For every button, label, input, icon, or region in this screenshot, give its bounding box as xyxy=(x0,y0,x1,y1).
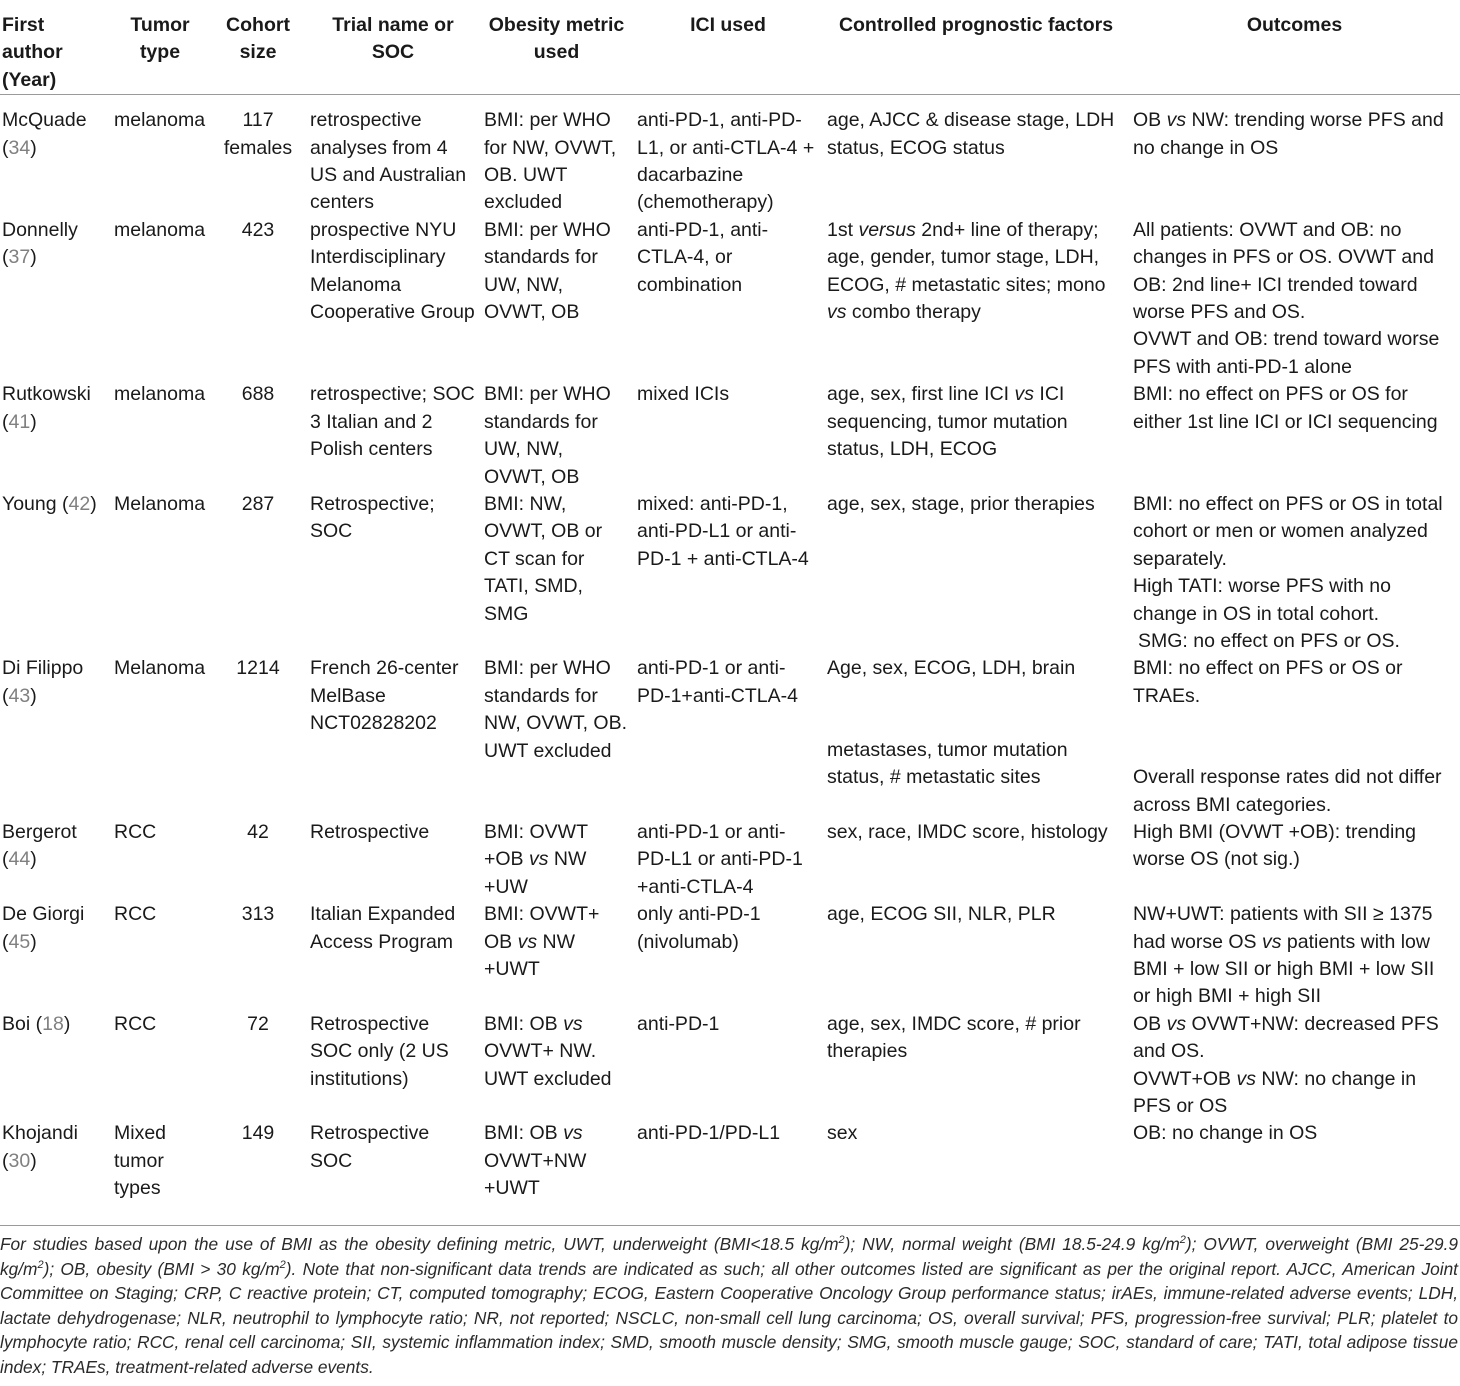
cell-trial: Retrospective xyxy=(310,820,430,843)
cell-factors: age, sex, stage, prior therapies xyxy=(827,492,1095,515)
cell-metric: BMI: NW, OVWT, OB or CT scan for TATI, SMD, SMG xyxy=(484,492,603,625)
table-row xyxy=(0,217,1460,381)
superscript: 2 xyxy=(1179,1234,1186,1247)
author-name: McQuade xyxy=(2,109,87,132)
cell-ici: anti-PD-1, anti-PD-L1, or anti-CTLA-4 + dacarbazine (chemotherapy) xyxy=(637,109,815,214)
header-trial: Trial name or SOC xyxy=(306,0,480,95)
metric-text: BMI: OB xyxy=(484,1012,564,1035)
reference-link[interactable]: 45 xyxy=(8,930,31,953)
reference-link[interactable]: 42 xyxy=(68,492,91,515)
cell-factors xyxy=(823,381,1129,491)
outcome-text: OB xyxy=(1133,1012,1167,1035)
cell-trial: Retrospective; SOC xyxy=(310,492,435,543)
cell-cohort: 72 xyxy=(247,1012,269,1035)
cell-cohort: 423 xyxy=(241,218,275,241)
cell-outcomes xyxy=(1129,217,1460,381)
reference-link[interactable]: 37 xyxy=(8,246,31,269)
cell-metric xyxy=(480,819,633,901)
table-footnote xyxy=(0,1232,1458,1379)
cell-factors: age, sex, IMDC score, # prior therapies xyxy=(827,1012,1081,1063)
reference-link[interactable]: 34 xyxy=(8,136,31,159)
header-tumor: Tumor type xyxy=(110,0,210,95)
cell-factors: sex xyxy=(827,1122,858,1145)
cell-tumor: melanoma xyxy=(114,218,206,241)
outcome-text: Overall response rates did not differ across BMI categories. xyxy=(1133,766,1442,816)
cell-author: McQuade (34) xyxy=(2,109,87,159)
outcome-em: vs xyxy=(1236,1067,1256,1090)
factor-text: 2nd+ line of therapy; age, gender, tumor stage, LDH, ECOG, # metastatic sites; mono xyxy=(827,218,1106,296)
cell-ici: anti-PD-1 or anti-PD-1+anti-CTLA-4 xyxy=(637,657,798,707)
cell-metric xyxy=(480,901,633,1011)
cell-cohort: 149 xyxy=(241,1122,275,1145)
outcome-em: vs xyxy=(1261,930,1282,953)
metric-text: BMI: OVWT +OB xyxy=(484,820,588,871)
cell-metric: BMI: per WHO standards for UW, NW, OVWT, OB xyxy=(484,383,611,488)
factor-text: metastases, tumor mutation status, # metastatic sites xyxy=(827,738,1068,789)
superscript: 2 xyxy=(279,1258,286,1271)
outcome-text: OB xyxy=(1133,109,1167,132)
metric-text: NW +UWT xyxy=(484,930,575,980)
header-ici: ICI used xyxy=(633,0,823,95)
cell-author: Bergerot (44) xyxy=(2,820,77,871)
cell-outcomes: BMI: no effect on PFS or OS for either 1st line ICI or ICI sequencing xyxy=(1133,383,1438,433)
table-row xyxy=(0,901,1460,1011)
header-outcomes: Outcomes xyxy=(1129,0,1460,95)
cell-trial: prospective NYU Interdisciplinary Melanoma Cooperative Group xyxy=(310,218,475,324)
reference-link[interactable]: 43 xyxy=(8,684,31,707)
header-metric: Obesity metric used xyxy=(480,0,633,95)
footnote-text: ); OVWT, overweight (BMI 25-29.9 kg/m xyxy=(0,1234,1458,1279)
cell-metric: BMI: per WHO for NW, OVWT, OB. UWT excluded xyxy=(484,109,617,214)
cell-tumor: Mixed tumor types xyxy=(114,1122,167,1200)
cell-cohort: 1214 xyxy=(236,657,280,680)
author-name: Di Filippo xyxy=(2,657,84,680)
outcome-text: NW+UWT: patients with SII ≥ 1375 had worse OS xyxy=(1133,903,1433,953)
reference-link[interactable]: 30 xyxy=(8,1149,31,1172)
metric-text: OVWT+NW +UWT xyxy=(484,1149,587,1200)
cell-ici: anti-PD-1 or anti-PD-L1 or anti-PD-1 +anti-CTLA-4 xyxy=(637,820,803,898)
metric-text: BMI: OB xyxy=(484,1122,564,1145)
superscript: 2 xyxy=(37,1258,44,1271)
outcome-text: NW: no change in PFS or OS xyxy=(1133,1067,1417,1118)
outcome-text: OVWT+OB xyxy=(1133,1067,1237,1090)
cell-cohort: 117 females xyxy=(223,109,293,159)
table-row xyxy=(0,491,1460,655)
factor-text: 1st xyxy=(827,218,859,241)
cell-outcomes xyxy=(1129,655,1460,819)
factor-text: Age, sex, ECOG, LDH, brain xyxy=(827,657,1076,680)
table-row xyxy=(0,381,1460,491)
cell-outcomes xyxy=(1129,1011,1460,1121)
metric-em: vs xyxy=(563,1122,583,1145)
cell-ici: mixed ICIs xyxy=(637,383,730,406)
factor-em: vs xyxy=(827,301,847,324)
table-row xyxy=(0,95,1460,217)
footnote-text: ); NW, normal weight (BMI 18.5-24.9 kg/m xyxy=(844,1234,1180,1254)
metric-em: vs xyxy=(517,930,538,953)
header-factors: Controlled prognostic factors xyxy=(823,0,1129,95)
cell-tumor: RCC xyxy=(114,820,157,843)
cell-ici: anti-PD-1, anti-CTLA-4, or combination xyxy=(637,218,769,296)
cell-factors: age, ECOG SII, NLR, PLR xyxy=(827,903,1056,926)
author-name: Young xyxy=(2,492,57,515)
cell-factors: age, AJCC & disease stage, LDH status, ECOG status xyxy=(827,109,1115,159)
cell-trial: retrospective; SOC 3 Italian and 2 Polish centers xyxy=(310,383,475,461)
metric-text: NW +UW xyxy=(484,848,587,898)
cell-factors: sex, race, IMDC score, histology xyxy=(827,820,1108,843)
spacer xyxy=(827,683,1125,737)
outcome-em: vs xyxy=(1166,109,1187,132)
cell-author: Di Filippo (43) xyxy=(2,657,84,707)
metric-em: vs xyxy=(563,1012,583,1035)
outcome-text: All patients: OVWT and OB: no changes in PFS or OS. OVWT and OB: 2nd line+ ICI trended toward worse PFS and OS. xyxy=(1133,218,1434,324)
table-row xyxy=(0,819,1460,901)
cell-ici: mixed: anti-PD-1, anti-PD-L1 or anti-PD-1 + anti-CTLA-4 xyxy=(637,492,809,570)
cell-outcomes: OB: no change in OS xyxy=(1133,1122,1318,1145)
header-author: First author (Year) xyxy=(0,0,110,95)
cell-outcomes: High BMI (OVWT +OB): trending worse OS (not sig.) xyxy=(1133,820,1417,871)
outcome-text: BMI: no effect on PFS or OS in total cohort or men or women analyzed separately. xyxy=(1133,492,1443,570)
spacer xyxy=(1133,710,1456,764)
cell-author: De Giorgi (45) xyxy=(2,903,85,953)
outcome-text: SMG: no effect on PFS or OS. xyxy=(1138,629,1400,652)
reference-link[interactable]: 18 xyxy=(42,1012,64,1035)
outcome-text: NW: trending worse PFS and no change in OS xyxy=(1133,109,1444,159)
table-row xyxy=(0,1120,1460,1202)
cell-ici: anti-PD-1/PD-L1 xyxy=(637,1122,781,1145)
cell-author: Young (42) xyxy=(2,492,97,515)
cell-cohort: 42 xyxy=(247,820,269,843)
author-name: Rutkowski xyxy=(2,383,91,406)
cell-outcomes xyxy=(1129,901,1460,1011)
cell-metric xyxy=(480,655,633,819)
author-name: De Giorgi xyxy=(2,903,85,926)
cell-cohort: 688 xyxy=(241,383,275,406)
reference-link[interactable]: 41 xyxy=(8,410,31,433)
metric-text: OVWT+ NW. UWT excluded xyxy=(484,1040,612,1090)
cell-cohort: 313 xyxy=(241,903,275,926)
metric-text: BMI: per WHO standards for NW, OVWT, OB. xyxy=(484,657,628,735)
cell-cohort: 287 xyxy=(241,492,275,515)
cell-metric: BMI: per WHO standards for UW, NW, OVWT, OB xyxy=(484,218,611,324)
table-row xyxy=(0,1011,1460,1121)
metric-em: vs xyxy=(528,848,549,871)
cell-tumor: Melanoma xyxy=(114,657,206,680)
outcome-text: OVWT and OB: trend toward worse PFS with anti-PD-1 alone xyxy=(1133,328,1440,378)
footnote-divider xyxy=(0,1225,1460,1226)
outcome-text: High TATI: worse PFS with no change in OS in total cohort. xyxy=(1133,575,1391,625)
reference-link[interactable]: 44 xyxy=(8,848,31,871)
cell-trial: retrospective analyses from 4 US and Australian centers xyxy=(310,109,467,214)
cell-factors xyxy=(823,655,1129,819)
factor-text: ICI sequencing, tumor mutation status, LDH, ECOG xyxy=(827,383,1068,461)
footnote-text: ). Note that non-significant data trends are indicated as such; all other outcomes listed are significant as per the original report. AJCC, American Joint Committee on Staging; CRP, C reactive protein; CT, computed tomography; ECOG, Eastern Cooperative Oncology Group performance status; irAEs, immune-related adverse events; LDH, lactate dehydrogenase; NLR, neutrophil to lymphocyte ratio; NR, not reported; NSCLC, non-small cell lung carcinoma; OS, overall survival; PFS, progression-free survival; PLR; platelet to lymphocyte ratio; RCC, renal cell carcinoma; SII, systemic inflammation index; SMD, smooth muscle density; SMG, smooth muscle gauge; SOC, standard of care; TATI, total adipose tissue index; TRAEs, treatment-related adverse events. xyxy=(0,1258,1458,1377)
cell-tumor: melanoma xyxy=(114,383,206,406)
cell-tumor: RCC xyxy=(114,1012,157,1035)
cell-trial: Retrospective SOC xyxy=(310,1122,430,1172)
cell-factors xyxy=(823,217,1129,381)
metric-text: BMI: OVWT+ OB xyxy=(484,903,600,953)
cell-outcomes xyxy=(1129,491,1460,655)
cell-author: Khojandi (30) xyxy=(2,1122,78,1172)
cell-outcomes xyxy=(1129,95,1460,217)
cell-tumor: RCC xyxy=(114,903,157,926)
metric-text: UWT excluded xyxy=(484,739,612,762)
table-row xyxy=(0,655,1460,819)
factor-text: combo therapy xyxy=(846,301,981,324)
footnote-text: For studies based upon the use of BMI as the obesity defining metric, UWT, underweight (BMI<18.5 kg/m xyxy=(0,1234,839,1254)
factor-em: vs xyxy=(1014,383,1034,406)
factor-em: versus xyxy=(858,218,916,241)
outcome-text: BMI: no effect on PFS or OS or TRAEs. xyxy=(1133,657,1403,707)
cell-author: Donnelly (37) xyxy=(2,218,78,269)
author-name: Bergerot xyxy=(2,820,77,843)
outcome-em: vs xyxy=(1166,1012,1187,1035)
cell-trial: Italian Expanded Access Program xyxy=(310,903,456,953)
author-name: Donnelly xyxy=(2,218,78,241)
factor-text: age, sex, first line ICI xyxy=(827,383,1015,406)
cell-tumor: Melanoma xyxy=(114,492,206,515)
cell-author: Boi (18) xyxy=(2,1012,71,1035)
cell-author: Rutkowski (41) xyxy=(2,383,91,433)
footnote-text: ); OB, obesity (BMI > 30 kg/m xyxy=(43,1258,280,1279)
cell-trial: Retrospective SOC only (2 US institutions) xyxy=(310,1012,449,1090)
outcome-text: patients with low BMI + low SII or high BMI + low SII or high BMI + high SII xyxy=(1133,930,1435,1008)
outcome-text: OVWT+NW: decreased PFS and OS. xyxy=(1133,1012,1439,1063)
cell-metric xyxy=(480,1011,633,1121)
cell-metric xyxy=(480,1120,633,1202)
cell-tumor: melanoma xyxy=(114,109,206,132)
cell-ici: only anti-PD-1 (nivolumab) xyxy=(637,903,761,953)
header-row xyxy=(0,0,1460,95)
superscript: 2 xyxy=(838,1234,845,1247)
header-cohort: Cohort size xyxy=(210,0,306,95)
cell-ici: anti-PD-1 xyxy=(637,1012,720,1035)
author-name: Boi xyxy=(2,1012,31,1035)
author-name: Khojandi xyxy=(2,1122,78,1145)
cell-trial: French 26-center MelBase NCT02828202 xyxy=(310,657,459,735)
